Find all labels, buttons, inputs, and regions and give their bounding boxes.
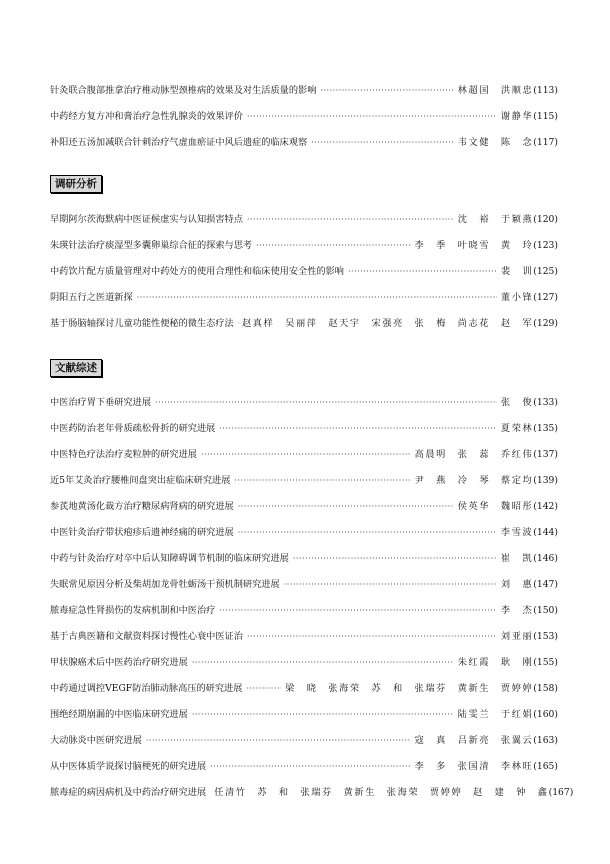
entry-title: 中药与针灸治疗对卒中后认知障碍调节机制的临床研究进展 [50,553,289,564]
entry-title: 补阳还五汤加减联合针刺治疗气虚血瘀证中风后遗症的临床观察 [50,137,308,148]
section-heading: 调研分析 [50,175,102,193]
entry-title: 基于肠脑轴探讨儿童功能性便秘的微生态疗法 [50,318,234,329]
toc-entry[interactable] [50,786,574,800]
entry-authors: 侯英华 魏昭彤 [457,501,534,512]
entry-page: (165) [533,761,558,772]
entry-authors: 赵真样 吴丽萍 赵天宇 宋强亮 张 梅 尚志花 赵 军 [242,318,534,329]
entry-page: (167) [548,787,574,798]
entry-authors: 刘亚丽 [500,631,534,642]
entry-page: (120) [533,214,558,225]
entry-title: 甲状腺癌术后中医药治疗研究进展 [50,657,188,668]
toc-entry[interactable] [50,526,558,540]
entry-page: (115) [533,111,558,122]
toc-entry[interactable] [50,265,558,279]
toc-entry[interactable] [50,500,558,514]
entry-title: 失眠常见原因分析及柴胡加龙骨牡蛎汤干预机制研究进展 [50,579,280,590]
section-heading: 文献综述 [50,359,102,377]
dot-leader [256,239,410,253]
entry-title: 中药通过调控VEGF防治肺动脉高压的研究进展 [50,683,243,694]
toc-entry[interactable] [50,110,558,124]
toc-entry[interactable] [50,136,558,150]
entry-title: 大动脉炎中医研究进展 [50,735,142,746]
entry-authors: 裴 训 [500,266,534,277]
entry-title: 从中医体质学说探讨脑梗死的研究进展 [50,761,207,772]
dot-leader [320,84,453,98]
entry-title: 阴阳五行之医道新探 [50,292,133,303]
entry-authors: 林超国 洪顺忠 [457,85,534,96]
entry-title: 基于古典医籍和文献资料探讨慢性心衰中医证治 [50,631,243,642]
dot-leader [238,526,497,540]
entry-authors: 任清竹 苏 和 张瑞芬 黄新生 张海荣 贾婷婷 赵 建 钟 鑫 [214,787,549,798]
entry-title: 中医药防治老年骨质疏松骨折的研究进展 [50,423,216,434]
dot-leader [146,734,411,748]
entry-authors: 李雪波 [500,527,534,538]
entry-authors: 高晨明 张 蕊 乔红伟 [414,449,534,460]
entry-page: (158) [533,683,558,694]
entry-authors: 朱红霞 耿 刚 [457,657,534,668]
dot-leader [155,396,497,410]
toc-entry[interactable] [50,734,558,748]
entry-page: (123) [533,240,558,251]
entry-page: (133) [533,397,558,408]
entry-title: 早期阿尔茨海默病中医证候虚实与认知损害特点 [50,214,243,225]
entry-page: (142) [533,501,558,512]
dot-leader [238,500,454,514]
toc-entry[interactable] [50,578,558,592]
toc-entry[interactable] [50,656,558,670]
toc-entry[interactable] [50,291,558,305]
dot-leader [192,708,454,722]
entry-authors: 夏荣林 [500,423,534,434]
entry-page: (113) [533,85,558,96]
entry-title: 针灸联合腹部推拿治疗椎动脉型颈椎病的效果及对生活质量的影响 [50,85,317,96]
entry-authors: 李 多 张国清 李林旺 [414,761,534,772]
entry-title: 朱瑛针法治疗痰湿型多囊卵巢综合征的探索与思考 [50,240,253,251]
dot-leader [348,265,497,279]
toc-entry[interactable] [50,604,558,618]
dot-leader [219,422,497,436]
entry-page: (146) [533,553,558,564]
entry-authors: 寇 真 吕新亮 张翼云 [414,735,534,746]
dot-leader [311,136,454,150]
dot-leader [284,578,497,592]
dot-leader [293,552,497,566]
toc-entry[interactable] [50,552,558,566]
toc-entry[interactable] [50,474,558,488]
entry-page: (129) [533,318,558,329]
entry-page: (137) [533,449,558,460]
toc-entry[interactable] [50,239,558,253]
toc-entry[interactable] [50,213,558,227]
entry-authors: 陆雯兰 于红娟 [457,709,534,720]
entry-page: (127) [533,292,558,303]
dot-leader [219,604,497,618]
entry-authors: 李 杰 [500,605,534,616]
entry-title: 中药经方复方冲和膏治疗急性乳腺炎的效果评价 [50,111,243,122]
toc-entry[interactable] [50,396,558,410]
entry-page: (135) [533,423,558,434]
entry-title: 近5年艾灸治疗腰椎间盘突出症临床研究进展 [50,475,231,486]
dot-leader [201,448,411,462]
entry-authors: 梁 晓 张海荣 苏 和 张瑞芬 黄新生 贾婷婷 [285,683,534,694]
dot-leader [192,656,454,670]
entry-title: 参芪地黄汤化裁方治疗糖尿病肾病的研究进展 [50,501,234,512]
entry-page: (160) [533,709,558,720]
entry-page: (125) [533,266,558,277]
dot-leader [137,291,497,305]
entry-page: (139) [533,475,558,486]
entry-title: 围绝经期崩漏的中医临床研究进展 [50,709,188,720]
dot-leader [210,760,410,774]
dot-leader [247,630,497,644]
entry-authors: 刘 惠 [500,579,534,590]
entry-authors: 尹 燕 冷 琴 蔡定均 [414,475,534,486]
entry-authors: 张 俊 [500,397,534,408]
entry-page: (153) [533,631,558,642]
toc-entry[interactable] [50,317,558,331]
dot-leader [247,213,454,227]
entry-authors: 崔 凯 [500,553,534,564]
toc-entry[interactable] [50,630,558,644]
toc-entry[interactable] [50,448,558,462]
dot-leader [246,682,281,696]
entry-authors: 董小锋 [500,292,534,303]
entry-authors: 韦文健 陈 念 [457,137,534,148]
toc-entry[interactable] [50,422,558,436]
entry-page: (155) [533,657,558,668]
entry-authors: 谢静华 [500,111,534,122]
entry-title: 中医特色疗法治疗麦粒肿的研究进展 [50,449,197,460]
entry-authors: 沈 裕 于颖燕 [457,214,534,225]
entry-title: 中药饮片配方质量管理对中药处方的使用合理性和临床使用安全性的影响 [50,266,344,277]
toc-entry[interactable] [50,84,558,98]
toc-entry[interactable] [50,708,558,722]
toc-entry[interactable] [50,682,558,696]
dot-leader [234,474,410,488]
dot-leader [247,110,497,124]
entry-page: (144) [533,527,558,538]
entry-title: 脓毒症的病因病机及中药治疗研究进展 [50,787,207,798]
entry-title: 脓毒症急性肾损伤的发病机制和中医治疗 [50,605,216,616]
entry-page: (147) [533,579,558,590]
entry-page: (117) [533,137,558,148]
entry-authors: 李 季 叶晓雪 黄 玲 [414,240,534,251]
entry-title: 中医针灸治疗带状疱疹后遗神经痛的研究进展 [50,527,234,538]
toc-entry[interactable] [50,760,558,774]
entry-page: (150) [533,605,558,616]
entry-page: (163) [533,735,558,746]
entry-title: 中医治疗胃下垂研究进展 [50,397,152,408]
